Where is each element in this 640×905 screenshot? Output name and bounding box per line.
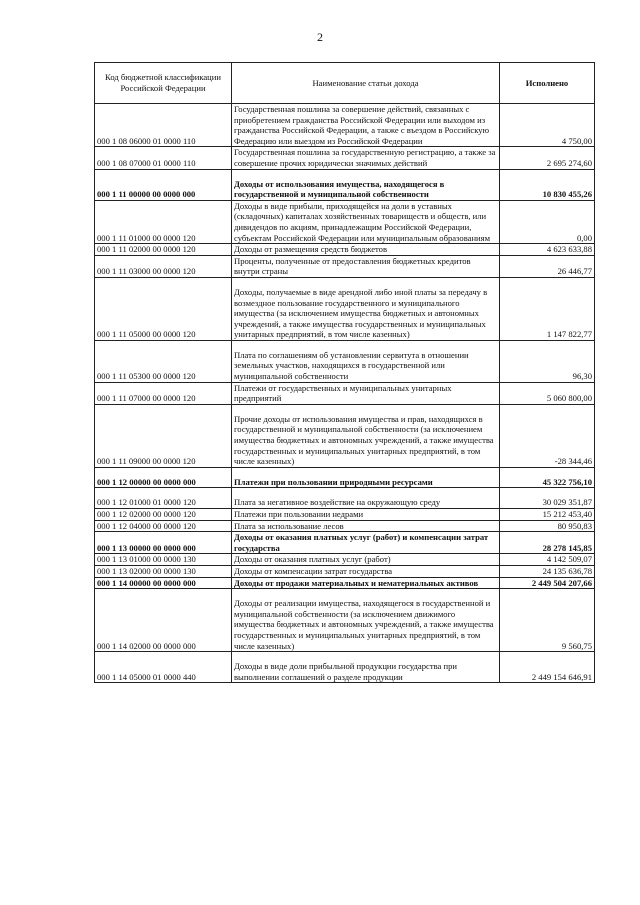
row-amount: 30 029 351,87 [500,488,595,509]
row-amount: 1 147 822,77 [500,277,595,340]
row-name: Проценты, полученные от предоставления бюджетных кредитов внутри страны [232,255,500,277]
row-code: 000 1 08 07000 01 0000 110 [95,147,232,169]
header-name: Наименование статьи дохода [232,63,500,104]
row-name: Платежи от государственных и муниципальных унитарных предприятий [232,382,500,404]
row-name: Доходы от реализации имущества, находящегося в государственной и муниципальной собственности (за исключением движимого имущества бюджетных и автономных учреждений, а также имущества государственных и муниципальных унитарных предприятий, в том числе казенных) [232,589,500,652]
table-row [95,404,595,467]
table-row [95,255,595,277]
row-name: Доходы от размещения средств бюджетов [232,244,500,256]
row-amount: 2 449 504 207,66 [500,577,595,589]
row-amount: 2 449 154 646,91 [500,652,595,683]
row-amount: 24 135 636,78 [500,565,595,577]
row-name: Доходы от компенсации затрат государства [232,565,500,577]
row-name: Доходы в виде доли прибыльной продукции государства при выполнении соглашений о разделе продукции [232,652,500,683]
row-code: 000 1 12 02000 00 0000 120 [95,509,232,521]
row-amount: 96,30 [500,340,595,382]
table-row [95,340,595,382]
row-name: Платежи при пользовании природными ресурсами [232,467,500,488]
table-row [95,554,595,566]
header-amount: Исполнено [500,63,595,104]
table-row [95,104,595,147]
row-name: Доходы от оказания платных услуг (работ) и компенсации затрат государства [232,532,500,554]
row-code: 000 1 14 00000 00 0000 000 [95,577,232,589]
row-code: 000 1 12 04000 00 0000 120 [95,520,232,532]
row-name: Доходы, получаемые в виде арендной либо иной платы за передачу в возмездное пользование государственного и муниципального имущества (за исключением имущества бюджетных и автономных учреждений, а также имущества государственных и муниципальных унитарных предприятий, в том числе казенных) [232,277,500,340]
row-name: Плата за использование лесов [232,520,500,532]
row-code: 000 1 12 00000 00 0000 000 [95,467,232,488]
revenue-table [94,62,595,683]
row-amount: 26 446,77 [500,255,595,277]
row-name: Доходы в виде прибыли, приходящейся на доли в уставных (складочных) капиталах хозяйственных товариществ и обществ, или дивидендов по акциям, принадлежащим Российской Федерации, субъектам Российской Федерации или муниципальным образованиям [232,200,500,243]
row-name: Прочие доходы от использования имущества и прав, находящихся в государственной и муниципальной собственности (за исключением имущества бюджетных и автономных учреждений, а также имущества государственных и муниципальных унитарных предприятий, в том числе казенных) [232,404,500,467]
table-row [95,509,595,521]
row-name: Государственная пошлина за государственную регистрацию, а также за совершение прочих юридически значимых действий [232,147,500,169]
row-amount: 9 560,75 [500,589,595,652]
table-row [95,532,595,554]
row-code: 000 1 14 05000 01 0000 440 [95,652,232,683]
row-code: 000 1 12 01000 01 0000 120 [95,488,232,509]
row-amount: 4 142 509,07 [500,554,595,566]
row-code: 000 1 13 02000 00 0000 130 [95,565,232,577]
row-code: 000 1 08 06000 01 0000 110 [95,104,232,147]
row-name: Государственная пошлина за совершение действий, связанных с приобретением гражданства Российской Федерации или выходом из гражданства Российской Федерации, а также с въездом в Российскую Федерацию или выездом из Российской Федерации [232,104,500,147]
row-name: Доходы от использования имущества, находящегося в государственной и муниципальной собственности [232,169,500,200]
table-row [95,577,595,589]
row-code: 000 1 11 09000 00 0000 120 [95,404,232,467]
row-name: Доходы от оказания платных услуг (работ) [232,554,500,566]
row-amount: 15 212 453,40 [500,509,595,521]
table-row [95,382,595,404]
table-row [95,589,595,652]
row-amount: 28 278 145,85 [500,532,595,554]
table-row [95,488,595,509]
row-amount: 45 322 756,10 [500,467,595,488]
row-name: Плата по соглашениям об установлении сервитута в отношении земельных участков, находящихся в государственной или муниципальной собственности [232,340,500,382]
page-number: 2 [317,30,323,44]
row-amount: 10 830 455,26 [500,169,595,200]
table-row [95,244,595,256]
table-row [95,565,595,577]
row-code: 000 1 11 03000 00 0000 120 [95,255,232,277]
table-row [95,169,595,200]
row-code: 000 1 11 05000 00 0000 120 [95,277,232,340]
row-amount: 2 695 274,60 [500,147,595,169]
row-code: 000 1 11 07000 00 0000 120 [95,382,232,404]
table-row [95,467,595,488]
row-amount: 80 950,83 [500,520,595,532]
row-code: 000 1 11 02000 00 0000 120 [95,244,232,256]
row-code: 000 1 13 00000 00 0000 000 [95,532,232,554]
row-name: Плата за негативное воздействие на окружающую среду [232,488,500,509]
table-row [95,200,595,243]
row-name: Доходы от продажи материальных и нематериальных активов [232,577,500,589]
table-body [95,104,595,683]
row-amount: -28 344,46 [500,404,595,467]
table-row [95,277,595,340]
row-code: 000 1 11 05300 00 0000 120 [95,340,232,382]
table-row [95,147,595,169]
row-name: Платежи при пользовании недрами [232,509,500,521]
row-amount: 0,00 [500,200,595,243]
row-code: 000 1 13 01000 00 0000 130 [95,554,232,566]
row-amount: 4 623 633,88 [500,244,595,256]
row-code: 000 1 11 00000 00 0000 000 [95,169,232,200]
row-amount: 4 750,00 [500,104,595,147]
table-header-row [95,63,595,104]
header-code: Код бюджетной классификации Российской Федерации [95,63,232,104]
table-row [95,652,595,683]
row-code: 000 1 14 02000 00 0000 000 [95,589,232,652]
row-code: 000 1 11 01000 00 0000 120 [95,200,232,243]
table-row [95,520,595,532]
row-amount: 5 060 800,00 [500,382,595,404]
